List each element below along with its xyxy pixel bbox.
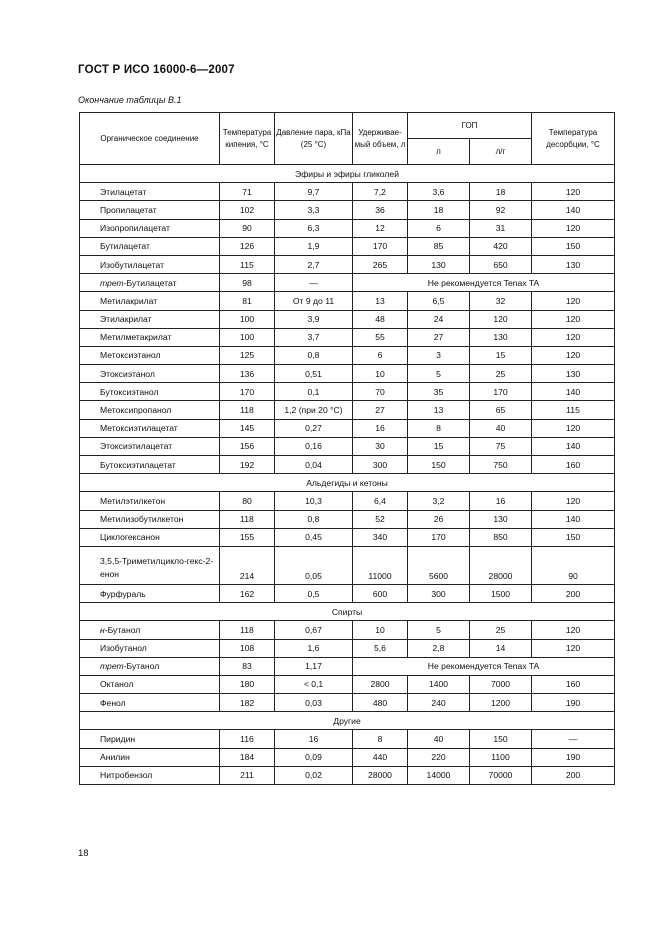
col-header-gop-l: л — [408, 139, 470, 165]
table-row — [80, 328, 615, 346]
compound-name: Этоксиэтилацетат — [80, 437, 220, 455]
gop-lg: 65 — [470, 401, 532, 419]
gop-l: 170 — [408, 528, 470, 546]
gop-lg: 120 — [470, 310, 532, 328]
gop-lg: 170 — [470, 383, 532, 401]
table-row — [80, 528, 615, 546]
gop-l: 14000 — [408, 766, 470, 784]
gop-l: 13 — [408, 401, 470, 419]
vapor-pressure: 0,27 — [275, 419, 353, 437]
retention-volume: 265 — [353, 255, 408, 273]
desorption-temp: 140 — [532, 437, 615, 455]
gop-lg: 1100 — [470, 748, 532, 766]
compound-name: Анилин — [80, 748, 220, 766]
section-title: Альдегиды и кетоны — [80, 474, 615, 492]
compound-name: Пиридин — [80, 730, 220, 748]
col-header-retention: Удерживае-мый объем, л — [353, 113, 408, 165]
retention-volume: 28000 — [353, 766, 408, 784]
desorption-temp: 130 — [532, 255, 615, 273]
vapor-pressure: 0,03 — [275, 694, 353, 712]
gop-l: 85 — [408, 237, 470, 255]
retention-volume: 36 — [353, 201, 408, 219]
table-row — [80, 365, 615, 383]
gop-l: 26 — [408, 510, 470, 528]
retention-volume: 6 — [353, 346, 408, 364]
vapor-pressure: 3,9 — [275, 310, 353, 328]
boiling-point: 156 — [220, 437, 275, 455]
compound-name-prefix: н — [100, 624, 105, 635]
boiling-point: 90 — [220, 219, 275, 237]
gop-lg: 25 — [470, 621, 532, 639]
boiling-point: 116 — [220, 730, 275, 748]
desorption-temp: 150 — [532, 528, 615, 546]
table-row — [80, 748, 615, 766]
gop-lg: 750 — [470, 456, 532, 474]
section-title: Другие — [80, 712, 615, 730]
boiling-point: 155 — [220, 528, 275, 546]
vapor-pressure: 0,02 — [275, 766, 353, 784]
table-row — [80, 219, 615, 237]
compound-name — [80, 657, 220, 675]
compound-name-prefix: трет — [100, 277, 124, 288]
note-cell: Не рекомендуется Tenax TA — [353, 657, 615, 675]
gop-lg: 850 — [470, 528, 532, 546]
boiling-point: 126 — [220, 237, 275, 255]
compound-name: Метоксипропанол — [80, 401, 220, 419]
desorption-temp: 120 — [532, 621, 615, 639]
table-row — [80, 492, 615, 510]
gop-lg: 32 — [470, 292, 532, 310]
section-row — [80, 165, 615, 183]
boiling-point: 192 — [220, 456, 275, 474]
vapor-pressure: 9,7 — [275, 183, 353, 201]
compound-name: Метилакрилат — [80, 292, 220, 310]
compound-name: Бутоксиэтилацетат — [80, 456, 220, 474]
gop-l: 8 — [408, 419, 470, 437]
retention-volume: 16 — [353, 419, 408, 437]
vapor-pressure: 0,09 — [275, 748, 353, 766]
retention-volume: 6,4 — [353, 492, 408, 510]
desorption-temp: 115 — [532, 401, 615, 419]
gop-lg: 31 — [470, 219, 532, 237]
retention-volume: 55 — [353, 328, 408, 346]
gop-l: 6 — [408, 219, 470, 237]
desorption-temp: 120 — [532, 419, 615, 437]
gop-l: 6,5 — [408, 292, 470, 310]
table-row — [80, 201, 615, 219]
boiling-point: 83 — [220, 657, 275, 675]
gop-l: 130 — [408, 255, 470, 273]
retention-volume: 12 — [353, 219, 408, 237]
col-header-desorption: Температура десорбции, °С — [532, 113, 615, 165]
desorption-temp: 200 — [532, 584, 615, 602]
desorption-temp: 160 — [532, 456, 615, 474]
gop-lg: 1500 — [470, 584, 532, 602]
table-row — [80, 255, 615, 273]
table-row — [80, 437, 615, 455]
compound-name: Нитробензол — [80, 766, 220, 784]
table-row — [80, 419, 615, 437]
desorption-temp: 120 — [532, 346, 615, 364]
col-header-pressure: Давление пара, кПа (25 °С) — [275, 113, 353, 165]
retention-volume: 340 — [353, 528, 408, 546]
vapor-pressure: 0,16 — [275, 437, 353, 455]
vapor-pressure: 0,45 — [275, 528, 353, 546]
table-row — [80, 730, 615, 748]
gop-lg: 14 — [470, 639, 532, 657]
table-caption: Окончание таблицы В.1 — [78, 95, 182, 105]
boiling-point: 162 — [220, 584, 275, 602]
retention-volume: 2800 — [353, 675, 408, 693]
desorption-temp: 150 — [532, 237, 615, 255]
desorption-temp: 190 — [532, 748, 615, 766]
compound-name: Бутилацетат — [80, 237, 220, 255]
vapor-pressure: 16 — [275, 730, 353, 748]
compound-name — [80, 274, 220, 292]
table-row — [80, 237, 615, 255]
desorption-temp: 140 — [532, 510, 615, 528]
compound-name — [80, 621, 220, 639]
vapor-pressure: 0,8 — [275, 510, 353, 528]
gop-lg: 18 — [470, 183, 532, 201]
boiling-point: 184 — [220, 748, 275, 766]
gop-lg: 92 — [470, 201, 532, 219]
retention-volume: 600 — [353, 584, 408, 602]
gop-lg: 25 — [470, 365, 532, 383]
retention-volume: 7,2 — [353, 183, 408, 201]
gop-lg: 75 — [470, 437, 532, 455]
desorption-temp: 120 — [532, 492, 615, 510]
compound-name: 3,5,5-Триметилцикло-гекс-2-енон — [80, 546, 220, 584]
boiling-point: 136 — [220, 365, 275, 383]
table-row — [80, 510, 615, 528]
table-row — [80, 584, 615, 602]
retention-volume: 170 — [353, 237, 408, 255]
retention-volume: 440 — [353, 748, 408, 766]
boiling-point: 81 — [220, 292, 275, 310]
gop-lg: 70000 — [470, 766, 532, 784]
retention-volume: 300 — [353, 456, 408, 474]
data-table — [79, 112, 615, 785]
boiling-point: 115 — [220, 255, 275, 273]
compound-name-text: -Бутилацетат — [123, 277, 177, 288]
gop-lg: 15 — [470, 346, 532, 364]
vapor-pressure: 1,17 — [275, 657, 353, 675]
boiling-point: 118 — [220, 401, 275, 419]
boiling-point: 102 — [220, 201, 275, 219]
gop-lg: 150 — [470, 730, 532, 748]
gop-lg: 130 — [470, 328, 532, 346]
boiling-point: 100 — [220, 328, 275, 346]
desorption-temp: — — [532, 730, 615, 748]
retention-volume: 30 — [353, 437, 408, 455]
retention-volume: 10 — [353, 621, 408, 639]
boiling-point: 211 — [220, 766, 275, 784]
table-row — [80, 621, 615, 639]
section-row — [80, 712, 615, 730]
retention-volume: 13 — [353, 292, 408, 310]
compound-name: Этилакрилат — [80, 310, 220, 328]
gop-l: 18 — [408, 201, 470, 219]
retention-volume: 48 — [353, 310, 408, 328]
col-header-gop: ГОП — [408, 113, 532, 139]
table-row — [80, 401, 615, 419]
compound-name: Метилэтилкетон — [80, 492, 220, 510]
boiling-point: 118 — [220, 510, 275, 528]
gop-l: 40 — [408, 730, 470, 748]
table-row — [80, 274, 615, 292]
gop-l: 1400 — [408, 675, 470, 693]
gop-lg: 40 — [470, 419, 532, 437]
desorption-temp: 120 — [532, 183, 615, 201]
section-title: Эфиры и эфиры гликолей — [80, 165, 615, 183]
compound-name: Изопропилацетат — [80, 219, 220, 237]
compound-name: Пропилацетат — [80, 201, 220, 219]
desorption-temp: 140 — [532, 383, 615, 401]
compound-name: Метоксиэтанол — [80, 346, 220, 364]
retention-volume: 27 — [353, 401, 408, 419]
col-header-gop-lg: л/г — [470, 139, 532, 165]
retention-volume: 11000 — [353, 546, 408, 584]
vapor-pressure: 3,7 — [275, 328, 353, 346]
table-row — [80, 456, 615, 474]
table-row — [80, 183, 615, 201]
gop-lg: 7000 — [470, 675, 532, 693]
desorption-temp: 190 — [532, 694, 615, 712]
table-row — [80, 546, 615, 584]
vapor-pressure: 1,6 — [275, 639, 353, 657]
desorption-temp: 120 — [532, 292, 615, 310]
vapor-pressure: 0,8 — [275, 346, 353, 364]
page-number: 18 — [78, 848, 89, 859]
vapor-pressure: 0,5 — [275, 584, 353, 602]
note-cell: Не рекомендуется Tenax TA — [353, 274, 615, 292]
table-row — [80, 657, 615, 675]
gop-lg: 16 — [470, 492, 532, 510]
vapor-pressure: 0,67 — [275, 621, 353, 639]
desorption-temp: 200 — [532, 766, 615, 784]
vapor-pressure: 0,51 — [275, 365, 353, 383]
desorption-temp: 90 — [532, 546, 615, 584]
vapor-pressure: От 9 до 11 — [275, 292, 353, 310]
retention-volume: 5,6 — [353, 639, 408, 657]
compound-name-text: -Бутанол — [123, 661, 160, 672]
retention-volume: 480 — [353, 694, 408, 712]
desorption-temp: 140 — [532, 201, 615, 219]
desorption-temp: 120 — [532, 310, 615, 328]
compound-name: Бутоксиэтанол — [80, 383, 220, 401]
compound-name: Фурфураль — [80, 584, 220, 602]
table-row — [80, 675, 615, 693]
compound-name: Метоксиэтилацетат — [80, 419, 220, 437]
vapor-pressure: < 0,1 — [275, 675, 353, 693]
compound-name: Изобутанол — [80, 639, 220, 657]
gop-l: 5600 — [408, 546, 470, 584]
table-row — [80, 383, 615, 401]
section-title: Спирты — [80, 603, 615, 621]
desorption-temp: 160 — [532, 675, 615, 693]
gop-l: 35 — [408, 383, 470, 401]
vapor-pressure: — — [275, 274, 353, 292]
gop-l: 24 — [408, 310, 470, 328]
vapor-pressure: 0,04 — [275, 456, 353, 474]
compound-name: Октанол — [80, 675, 220, 693]
gop-l: 27 — [408, 328, 470, 346]
table-row — [80, 346, 615, 364]
section-row — [80, 603, 615, 621]
boiling-point: 125 — [220, 346, 275, 364]
compound-name: Этилацетат — [80, 183, 220, 201]
gop-l: 5 — [408, 365, 470, 383]
gop-l: 240 — [408, 694, 470, 712]
compound-name-prefix: трет — [100, 661, 124, 672]
vapor-pressure: 0,1 — [275, 383, 353, 401]
retention-volume: 8 — [353, 730, 408, 748]
boiling-point: 108 — [220, 639, 275, 657]
desorption-temp: 130 — [532, 365, 615, 383]
gop-l: 3,2 — [408, 492, 470, 510]
vapor-pressure: 3,3 — [275, 201, 353, 219]
boiling-point: 182 — [220, 694, 275, 712]
vapor-pressure: 1,9 — [275, 237, 353, 255]
compound-name: Фенол — [80, 694, 220, 712]
vapor-pressure: 0,05 — [275, 546, 353, 584]
gop-lg: 650 — [470, 255, 532, 273]
compound-name: Изобутилацетат — [80, 255, 220, 273]
desorption-temp: 120 — [532, 639, 615, 657]
table-row — [80, 694, 615, 712]
gop-lg: 28000 — [470, 546, 532, 584]
table-row — [80, 639, 615, 657]
col-header-compound: Органическое соединение — [80, 113, 220, 165]
vapor-pressure: 1,2 (при 20 °С) — [275, 401, 353, 419]
table-row — [80, 310, 615, 328]
boiling-point: 98 — [220, 274, 275, 292]
boiling-point: 145 — [220, 419, 275, 437]
gop-l: 150 — [408, 456, 470, 474]
gop-l: 2,8 — [408, 639, 470, 657]
vapor-pressure: 6,3 — [275, 219, 353, 237]
boiling-point: 180 — [220, 675, 275, 693]
desorption-temp: 120 — [532, 219, 615, 237]
boiling-point: 80 — [220, 492, 275, 510]
retention-volume: 10 — [353, 365, 408, 383]
vapor-pressure: 2,7 — [275, 255, 353, 273]
document-header: ГОСТ Р ИСО 16000-6—2007 — [78, 64, 235, 76]
gop-l: 3 — [408, 346, 470, 364]
vapor-pressure: 10,3 — [275, 492, 353, 510]
gop-l: 5 — [408, 621, 470, 639]
gop-lg: 130 — [470, 510, 532, 528]
section-row — [80, 474, 615, 492]
gop-lg: 1200 — [470, 694, 532, 712]
retention-volume: 52 — [353, 510, 408, 528]
compound-name: Метилизобутилкетон — [80, 510, 220, 528]
gop-l: 300 — [408, 584, 470, 602]
boiling-point: 100 — [220, 310, 275, 328]
compound-name: Этоксиэтанол — [80, 365, 220, 383]
compound-name: Циклогексанон — [80, 528, 220, 546]
col-header-boiling: Температура кипения, °С — [220, 113, 275, 165]
gop-l: 3,6 — [408, 183, 470, 201]
boiling-point: 170 — [220, 383, 275, 401]
gop-lg: 420 — [470, 237, 532, 255]
desorption-temp: 120 — [532, 328, 615, 346]
table-row — [80, 766, 615, 784]
boiling-point: 118 — [220, 621, 275, 639]
retention-volume: 70 — [353, 383, 408, 401]
boiling-point: 71 — [220, 183, 275, 201]
gop-l: 15 — [408, 437, 470, 455]
compound-name: Метилметакрилат — [80, 328, 220, 346]
gop-l: 220 — [408, 748, 470, 766]
compound-name-text: -Бутанол — [104, 624, 141, 635]
table-row — [80, 292, 615, 310]
boiling-point: 214 — [220, 546, 275, 584]
